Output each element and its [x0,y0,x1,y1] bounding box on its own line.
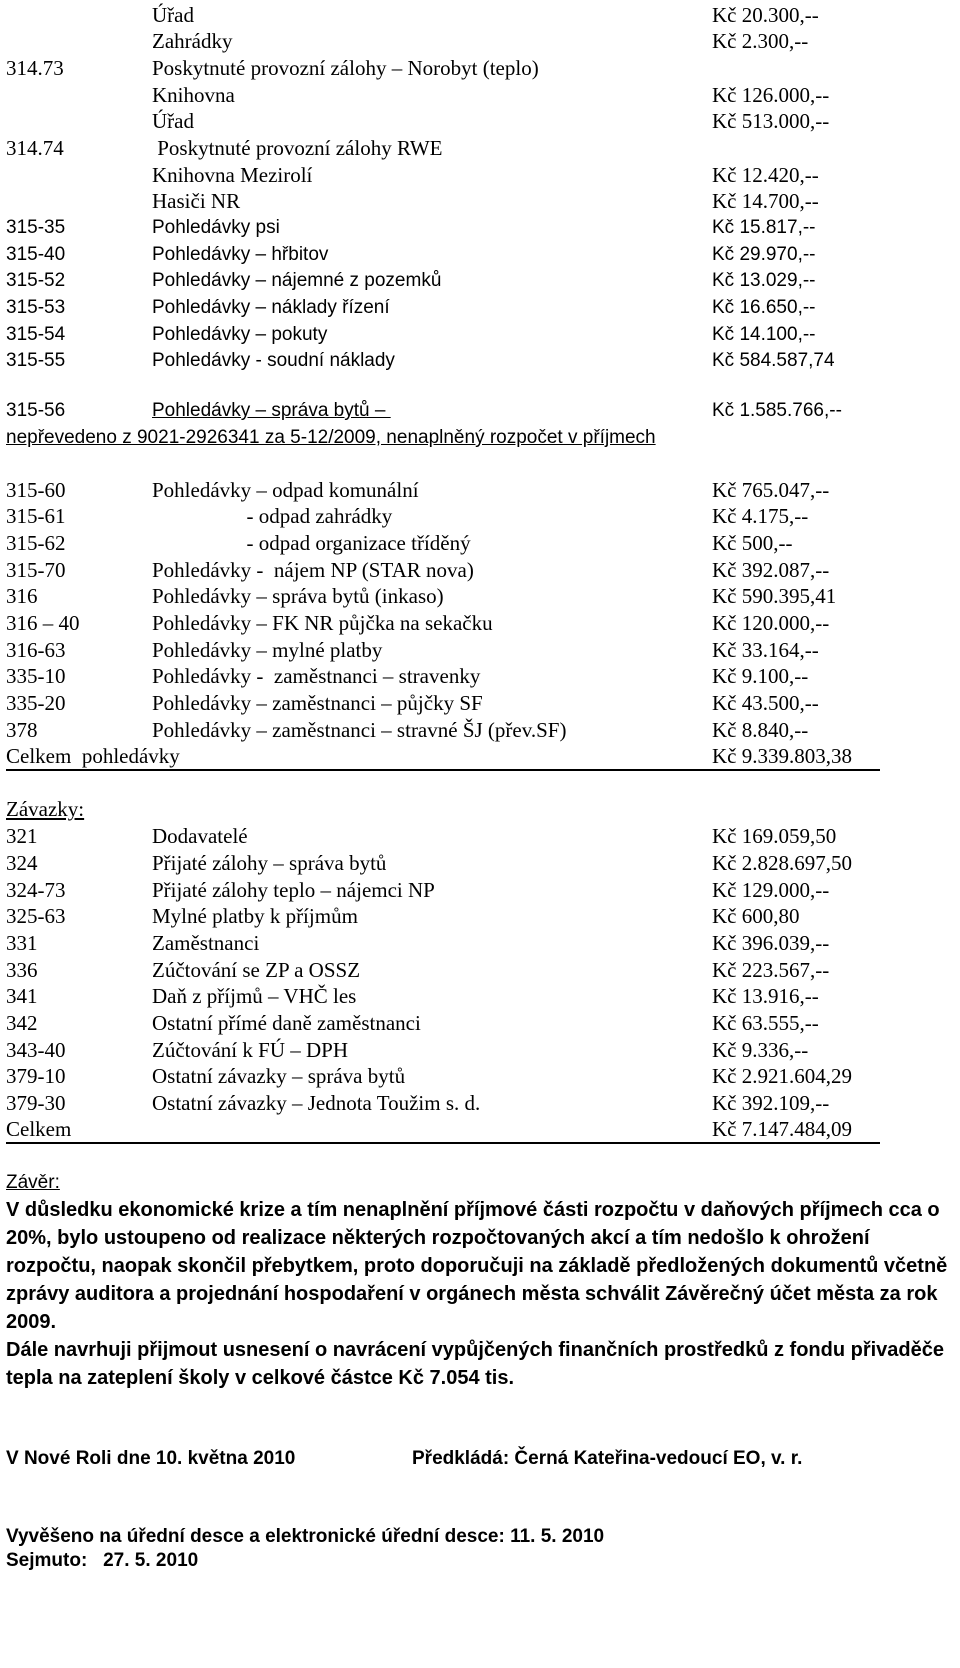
row-amount: Kč 513.000,-- [712,109,830,133]
byty-note: nepřevedeno z 9021-2926341 za 5-12/2009, nenaplněný rozpočet v příjmech [6,427,656,448]
removed-date: Sejmuto: 27. 5. 2010 [6,1550,199,1571]
row-amount: Kč 9.336,-- [712,1038,809,1062]
row-code: 379-10 [6,1064,66,1088]
row-desc: Úřad [152,3,194,27]
row-code: 321 [6,824,38,848]
row-code: 316-63 [6,638,66,662]
row-desc: Pohledávky – nájemné z pozemků [152,270,442,291]
row-amount: Kč 43.500,-- [712,691,819,715]
row-amount: Kč 8.840,-- [712,718,809,742]
row-code: 325-63 [6,904,66,928]
row-code: 331 [6,931,38,955]
row-desc: Pohledávky – zaměstnanci – půjčky SF [152,691,483,715]
row-amount: Kč 33.164,-- [712,638,819,662]
row-code: 336 [6,958,38,982]
row-desc: Ostatní závazky – Jednota Toužim s. d. [152,1091,481,1115]
row-desc: Dodavatelé [152,824,248,848]
total-amount: Kč 9.339.803,38 [712,744,852,768]
row-amount: Kč 29.970,-- [712,244,816,265]
row-desc: Zúčtování k FÚ – DPH [152,1038,348,1062]
total-amount: Kč 7.147.484,09 [712,1117,852,1141]
row-code: 314.73 [6,56,64,80]
row-desc: Knihovna Mezirolí [152,163,313,187]
total-label: Celkem [6,1117,72,1141]
row-amount: Kč 14.700,-- [712,189,819,213]
row-amount: Kč 4.175,-- [712,504,809,528]
row-amount: Kč 500,-- [712,531,793,555]
row-amount: Kč 63.555,-- [712,1011,819,1035]
row-desc: Poskytnuté provozní zálohy – Norobyt (teplo) [152,56,539,80]
row-amount: Kč 2.828.697,50 [712,851,852,875]
row-desc: Pohledávky - soudní náklady [152,350,395,371]
row-desc: Úřad [152,109,194,133]
row-amount: Kč 129.000,-- [712,878,830,902]
row-amount: Kč 13.916,-- [712,984,819,1008]
row-amount: Kč 13.029,-- [712,270,816,291]
row-desc: Pohledávky - zaměstnanci – stravenky [152,664,481,688]
row-amount: Kč 590.395,41 [712,584,837,608]
row-amount: Kč 584.587,74 [712,350,835,371]
row-amount: Kč 392.109,-- [712,1091,830,1115]
row-desc: Mylné platby k příjmům [152,904,358,928]
row-desc: Pohledávky – zaměstnanci – stravné ŠJ (přev.SF) [152,718,567,742]
row-amount: Kč 14.100,-- [712,324,816,345]
row-code: 314.74 [6,136,64,160]
place-date: V Nové Roli dne 10. května 2010 [6,1448,296,1469]
row-amount: Kč 15.817,-- [712,217,816,238]
row-desc: Hasiči NR [152,189,241,213]
row-desc: Pohledávky – FK NR půjčka na sekačku [152,611,493,635]
row-desc: Pohledávky - nájem NP (STAR nova) [152,558,474,582]
row-code: 324 [6,851,38,875]
row-desc: Pohledávky – správa bytů – [152,400,391,421]
row-code: 315-54 [6,324,66,345]
row-desc: Pohledávky psi [152,217,280,238]
row-desc: Poskytnuté provozní zálohy RWE [152,136,443,160]
row-amount: Kč 12.420,-- [712,163,819,187]
row-desc: Knihovna [152,83,235,107]
row-amount: Kč 396.039,-- [712,931,830,955]
row-amount: Kč 600,80 [712,904,800,928]
row-amount: Kč 20.300,-- [712,3,819,27]
row-amount: Kč 169.059,50 [712,824,837,848]
row-code: 316 [6,584,38,608]
row-desc: Pohledávky – odpad komunální [152,478,419,502]
row-code: 379-30 [6,1091,66,1115]
row-code: 315-70 [6,558,66,582]
row-desc: Zaměstnanci [152,931,260,955]
row-desc: Ostatní přímé daně zaměstnanci [152,1011,421,1035]
row-desc: Ostatní závazky – správa bytů [152,1064,406,1088]
row-code: 324-73 [6,878,66,902]
row-code: 315-60 [6,478,66,502]
row-amount: Kč 120.000,-- [712,611,830,635]
row-code: 341 [6,984,38,1008]
row-amount: Kč 2.921.604,29 [712,1064,852,1088]
row-amount: Kč 765.047,-- [712,478,830,502]
row-code: 315-53 [6,297,66,318]
submitter: Předkládá: Černá Kateřina-vedoucí EO, v. r. [412,1448,803,1469]
row-desc: Přijaté zálohy teplo – nájemci NP [152,878,435,902]
row-amount: Kč 1.585.766,-- [712,400,842,421]
row-code: 315-62 [6,531,66,555]
row-code: 343-40 [6,1038,66,1062]
row-desc: Daň z příjmů – VHČ les [152,984,357,1008]
row-code: 315-55 [6,350,66,371]
conclusion-heading: Závěr: [6,1172,60,1193]
posted-date: Vyvěšeno na úřední desce a elektronické úřední desce: 11. 5. 2010 [6,1526,605,1547]
row-desc: Pohledávky – mylné platby [152,638,383,662]
row-amount: Kč 223.567,-- [712,958,830,982]
row-amount: Kč 126.000,-- [712,83,830,107]
conclusion-paragraph-2: Dále navrhuji přijmout usnesení o navrácení vypůjčených finančních prostředků z fondu přivaděče tepla na zateplení školy v celkové částce Kč 7.054 tis. [6,1339,945,1389]
row-code: 335-10 [6,664,66,688]
row-amount: Kč 392.087,-- [712,558,830,582]
conclusion-text [6,1196,956,1392]
row-code: 335-20 [6,691,66,715]
row-code: 316 – 40 [6,611,80,635]
row-code: 315-40 [6,244,66,265]
total-label: Celkem pohledávky [6,744,180,768]
row-desc: Pohledávky – pokuty [152,324,328,345]
row-desc: - odpad organizace tříděný [152,531,471,555]
row-desc: Zahrádky [152,29,233,53]
row-desc: Zúčtování se ZP a OSSZ [152,958,361,982]
zavazky-heading: Závazky: [6,797,85,821]
row-code: 315-61 [6,504,66,528]
row-amount: Kč 2.300,-- [712,29,809,53]
row-desc: Přijaté zálohy – správa bytů [152,851,387,875]
row-amount: Kč 16.650,-- [712,297,816,318]
row-amount: Kč 9.100,-- [712,664,809,688]
row-desc: Pohledávky – náklady řízení [152,297,390,318]
row-desc: Pohledávky – správa bytů (inkaso) [152,584,444,608]
row-desc: Pohledávky – hřbitov [152,244,329,265]
row-code: 378 [6,718,38,742]
conclusion-paragraph-1: V důsledku ekonomické krize a tím nenaplnění příjmové části rozpočtu v daňových příjmech cca o 20%, bylo ustoupeno od realizace některých rozpočtovaných akcí a tím nedošlo k ohrožení rozpočtu, naopak skončil přebytkem, proto doporučuji na základě předložených dokumentů včetně zprávy auditora a projednání hospodaření v orgánech města schválit Závěrečný účet města za rok 2009. [6,1199,948,1333]
row-code: 342 [6,1011,38,1035]
pohledavky-total-row [6,743,880,771]
row-code: 315-35 [6,217,66,238]
row-desc: - odpad zahrádky [152,504,393,528]
row-code: 315-52 [6,270,66,291]
zavazky-total-row [6,1116,880,1144]
row-code: 315-56 [6,400,66,421]
